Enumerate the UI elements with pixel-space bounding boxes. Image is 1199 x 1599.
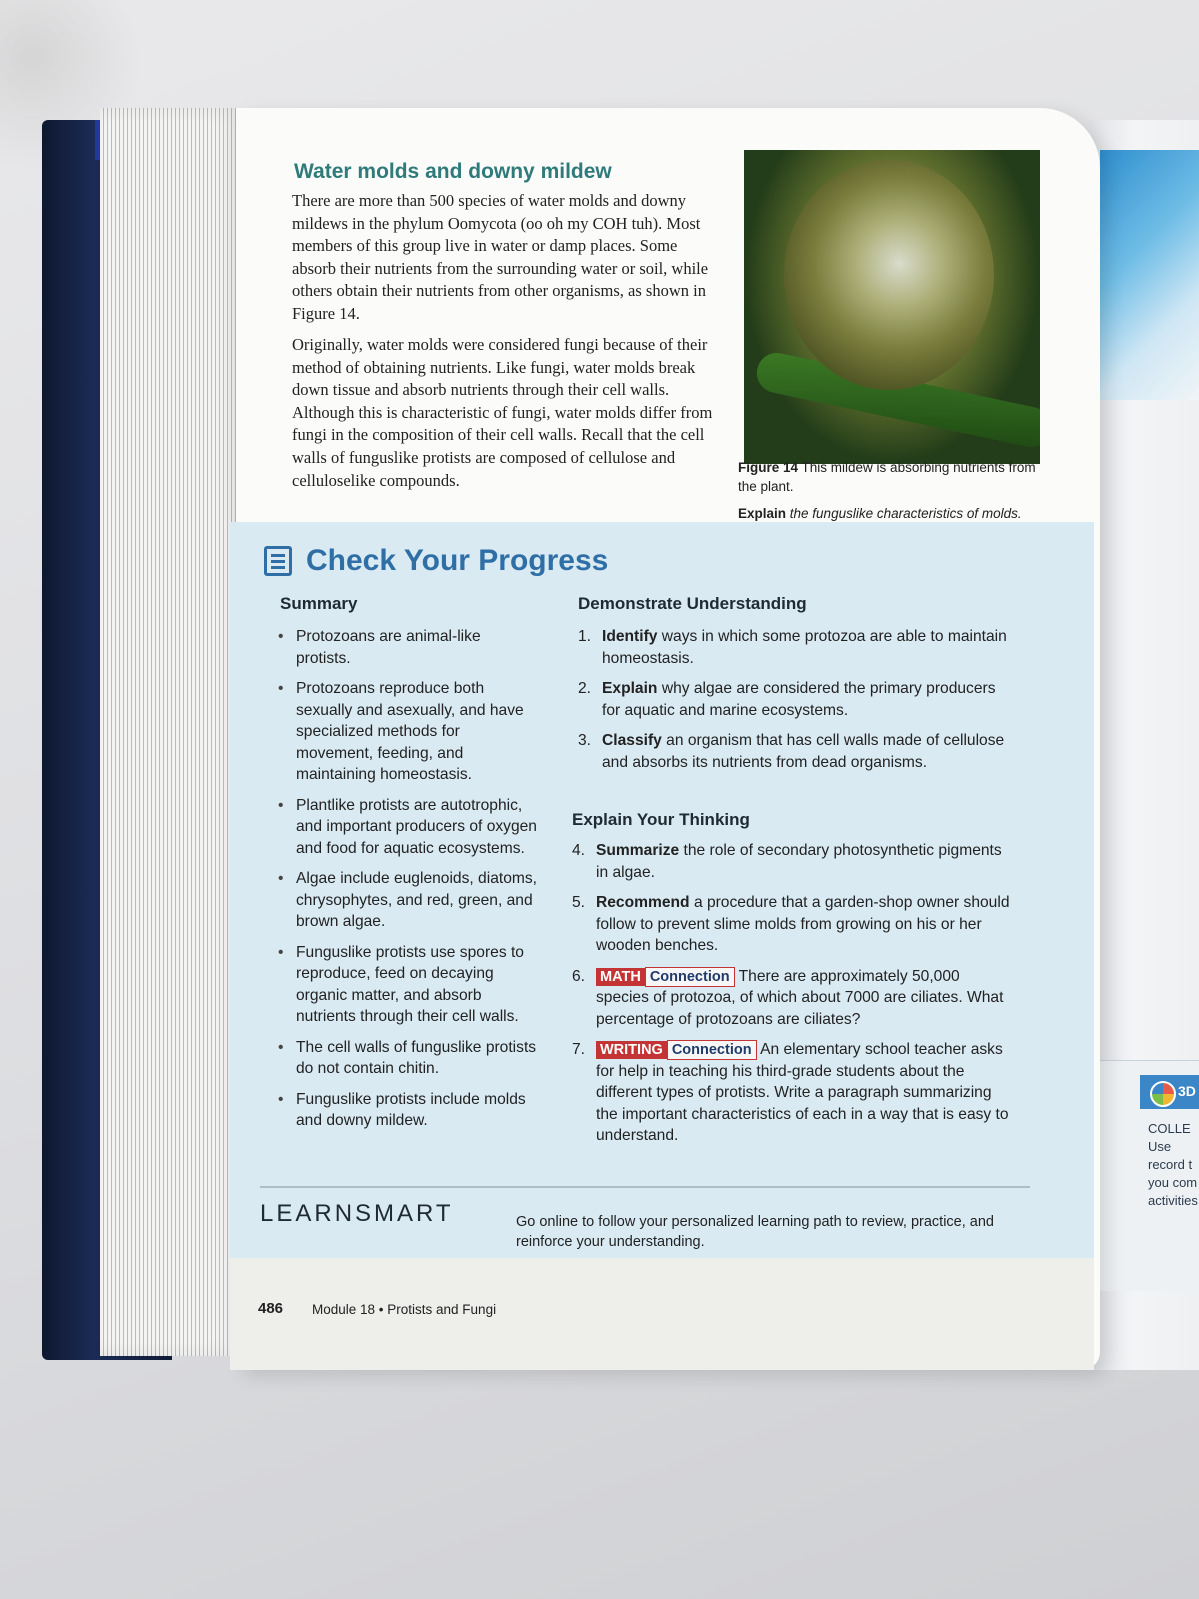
figure-caption [738, 458, 1038, 523]
question-text: ways in which some protozoa are able to maintain homeostasis. [602, 628, 1007, 667]
summary-item: • Protozoans are animal-like protists. [278, 626, 538, 669]
question-verb: Summarize [596, 842, 680, 859]
summary-heading: Summary [280, 594, 358, 613]
question-verb: Classify [602, 732, 662, 749]
writing-tag: WRITING [596, 1041, 667, 1059]
explain-heading: Explain Your Thinking [572, 810, 750, 829]
paragraph-1: There are more than 500 species of water molds and downy mildews in the phylum Oomycota (oo oh my COH tuh). Most members of this group live in water or damp places. Some absorb their nutrients from the surrounding water or soil, while others obtain their nutrients from other organisms, as shown in Figure 14. [292, 191, 709, 323]
connection-tag: Connection [645, 967, 735, 987]
question-text: an organism that has cell walls made of cellulose and absorbs its nutrients from dead organisms. [602, 732, 1005, 771]
question-verb: Explain [602, 680, 658, 697]
figure-label: Figure 14 [738, 460, 799, 475]
question-verb: Identify [602, 628, 658, 645]
page-number: 486 [258, 1300, 284, 1317]
question-item [578, 626, 1008, 669]
demonstrate-heading: Demonstrate Understanding [578, 594, 807, 613]
right-page-graphic [1100, 150, 1199, 400]
explain-list [572, 840, 1012, 1156]
right-page-text-5: activities [1148, 1193, 1198, 1208]
question-number: 3. [578, 732, 592, 749]
figure-explain-text: the funguslike characteristics of molds. [789, 506, 1022, 521]
question-text: There are approximately 50,000 species of protozoa, of which about 7000 are ciliates. What percentage of protozoans are ciliates? [596, 967, 1004, 1028]
top-section [236, 108, 1100, 528]
mildewed-fruit [784, 160, 994, 390]
question-number: 7. [572, 1041, 586, 1058]
check-title [268, 544, 608, 578]
question-item [572, 966, 1012, 1031]
page-edges [100, 108, 240, 1356]
figure-explain [738, 504, 1038, 523]
figure-caption-text: This mildew is absorbing nutrients from the plant. [738, 460, 1036, 494]
question-number: 6. [572, 967, 586, 985]
question-number: 4. [572, 842, 586, 859]
question-item [572, 892, 1012, 957]
question-number: 5. [572, 894, 586, 911]
question-number: 2. [578, 680, 592, 697]
question-number: 1. [578, 628, 592, 645]
module-label: Module 18 • Protists and Fungi [312, 1302, 497, 1317]
right-page-text-3: record t [1148, 1157, 1193, 1172]
question-item [572, 1039, 1012, 1147]
question-verb: Recommend [596, 894, 690, 911]
question-text: the role of secondary photosynthetic pigments in algae. [596, 842, 1002, 881]
question-text: a procedure that a garden-shop owner should follow to prevent slime molds from growing on his or her wooden benches. [596, 894, 1010, 954]
summary-item: • Funguslike protists include molds and downy mildew. [278, 1089, 538, 1132]
summary-list [278, 626, 538, 1141]
figure-14-photo [744, 150, 1040, 464]
summary-item: • The cell walls of funguslike protists do not contain chitin. [278, 1037, 538, 1080]
learnsmart-text: Go online to follow your personalized learning path to review, practice, and reinforce your understanding. [516, 1214, 994, 1250]
check-title-text: Check Your Progress [306, 544, 609, 577]
summary-item: • Funguslike protists use spores to reproduce, feed on decaying organic matter, and absorb nutrients through their cell walls. [278, 942, 538, 1028]
demonstrate-list [578, 626, 1008, 782]
connection-tag: Connection [667, 1040, 757, 1060]
math-tag: MATH [596, 968, 645, 986]
right-page-text [1148, 1120, 1199, 1210]
summary-item: • Plantlike protists are autotrophic, and important producers of oxygen and food for aquatic ecosystems. [278, 795, 538, 860]
right-page-badge: 3D [1140, 1075, 1199, 1109]
question-text: why algae are considered the primary producers for aquatic and marine ecosystems. [602, 680, 996, 719]
figure-explain-label: Explain [738, 506, 787, 521]
check-your-progress-panel [230, 522, 1094, 1262]
section-heading: Water molds and downy mildew [294, 160, 612, 183]
textbook-page [236, 108, 1100, 1370]
question-item [572, 840, 1012, 883]
divider [260, 1186, 1030, 1188]
summary-item: • Algae include euglenoids, diatoms, chrysophytes, and red, green, and brown algae. [278, 868, 538, 933]
question-item [578, 730, 1008, 773]
right-page-text-2: Use [1148, 1139, 1172, 1154]
3d-icon [1150, 1081, 1176, 1107]
paragraph-2: Originally, water molds were considered fungi because of their method of obtaining nutrients. Like fungi, water molds break down tissue and absorb nutrients through their cell walls. Although this is characteristic of fungi, water molds differ from fungi in the composition of their cell walls. Recall that the cell walls of funguslike protists are composed of cellulose and celluloselike compounds. [292, 335, 713, 490]
right-page-text-1: COLLE [1148, 1121, 1191, 1136]
summary-item: • Protozoans reproduce both sexually and asexually, and have specialized methods for movement, feeding, and maintaining homeostasis. [278, 678, 538, 786]
right-page-text-4: you com [1148, 1175, 1198, 1190]
question-text: An elementary school teacher asks for help in teaching his third-grade students about the different types of protists. Write a paragraph summarizing the important characteristics of each in a way that is easy to understand. [596, 1041, 1009, 1144]
learnsmart-logo: LEARNSMART [260, 1200, 454, 1227]
question-item [578, 678, 1008, 721]
